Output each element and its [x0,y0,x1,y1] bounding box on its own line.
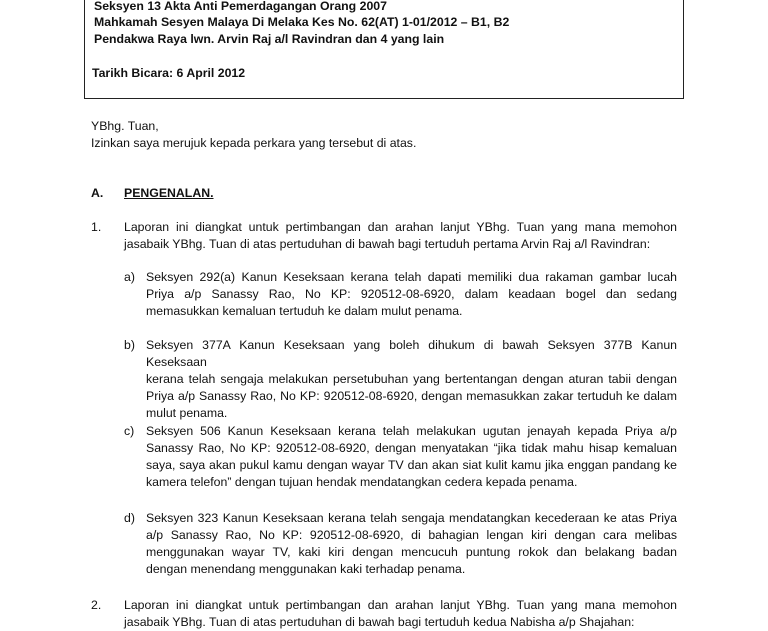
item-c-line: Seksyen 506 Kanun Keseksaan kerana telah melakukan ugutan jenayah kepada Priya a/p [146,424,677,438]
item-d-line: dengan menendang menggunakan kaki terhadap penama. [146,562,466,576]
item-b-line: Seksyen 377A Kanun Keseksaan yang boleh dihukum di bawah Seksyen 377B Kanun Keseksaan [146,338,677,369]
para-2-text [124,597,677,631]
item-d-line: Seksyen 323 Kanun Keseksaan kerana telah sengaja mendatangkan kecederaan ke atas Priya [146,511,677,525]
para-2-line: Laporan ini diangkat untuk pertimbangan dan arahan lanjut YBhg. Tuan yang mana memohon [124,598,677,612]
item-b-text [146,337,677,422]
item-c-line: kamera telefon” dengan tujuan hendak mendatangkan cedera kepada penama. [146,475,578,489]
salutation: YBhg. Tuan, [91,119,159,133]
intro-text: Izinkan saya merujuk kepada perkara yang tersebut di atas. [91,136,417,150]
item-b-line: kerana telah sengaja melakukan persetubuhan yang bertentangan dengan aturan tabii dengan [146,372,677,386]
para-1-line: Laporan ini diangkat untuk pertimbangan dan arahan lanjut YBhg. Tuan yang mana memohon [124,220,677,234]
item-d-text [146,510,677,578]
item-c-text [146,423,677,491]
section-a-title [124,185,214,202]
header-act-line: Seksyen 13 Akta Anti Pemerdagangan Orang 2007 [94,0,387,13]
item-c-line: saya, saya akan pukul kamu dengan wayar TV dan akan siat kulit kamu jika enggan pandang ke [146,458,677,472]
item-a-label: a) [124,270,135,284]
section-a-letter: A. [91,186,104,200]
item-d-line: a/p Sanassy Rao, No KP: 920512-08-6920, di bahagian lengan kiri dengan cara melibas [146,528,677,542]
para-2-line: jasabaik YBhg. Tuan di atas pertuduhan di bawah bagi tertuduh kedua Nabisha a/p Shajahan: [124,615,635,629]
item-b-line: Priya a/p Sanassy Rao, No KP: 920512-08-6920, dengan memasukkan zakar tertuduh ke dalam [146,389,677,403]
section-a-title-text: PENGENALAN. [124,186,214,200]
item-c-label: c) [124,424,135,438]
header-trial-date: Tarikh Bicara: 6 April 2012 [92,66,246,80]
item-a-text [146,269,677,320]
item-d-label: d) [124,511,135,525]
item-a-line: memasukkan kemaluan tertuduh ke dalam mulut penama. [146,304,463,318]
item-b-label: b) [124,338,135,352]
para-1-line: jasabaik YBhg. Tuan di atas pertuduhan di bawah bagi tertuduh pertama Arvin Raj a/l Ravindran: [124,237,651,251]
item-d-line: menggunakan wayar TV, kaki kiri dengan mencucuh puntung rokok dan belakang badan [146,545,677,559]
item-c-line: Sanassy Rao, No KP: 920512-08-6920, dengan menyatakan “jika tidak mahu hisap kemaluan [146,441,677,455]
header-court-line: Mahkamah Sesyen Malaya Di Melaka Kes No. 62(AT) 1-01/2012 – B1, B2 [94,15,510,29]
para-1-number: 1. [91,220,102,234]
para-1-text [124,219,677,253]
item-a-line: Seksyen 292(a) Kanun Keseksaan kerana telah dapati memiliki dua rakaman gambar lucah [146,270,677,284]
header-parties-line: Pendakwa Raya lwn. Arvin Raj a/l Ravindran dan 4 yang lain [94,32,445,46]
para-2-number: 2. [91,598,102,612]
item-a-line: Priya a/p Sanassy Rao, No KP: 920512-08-6920, dalam keadaan bogel dan sedang [146,287,677,301]
item-b-line: mulut penama. [146,406,228,420]
